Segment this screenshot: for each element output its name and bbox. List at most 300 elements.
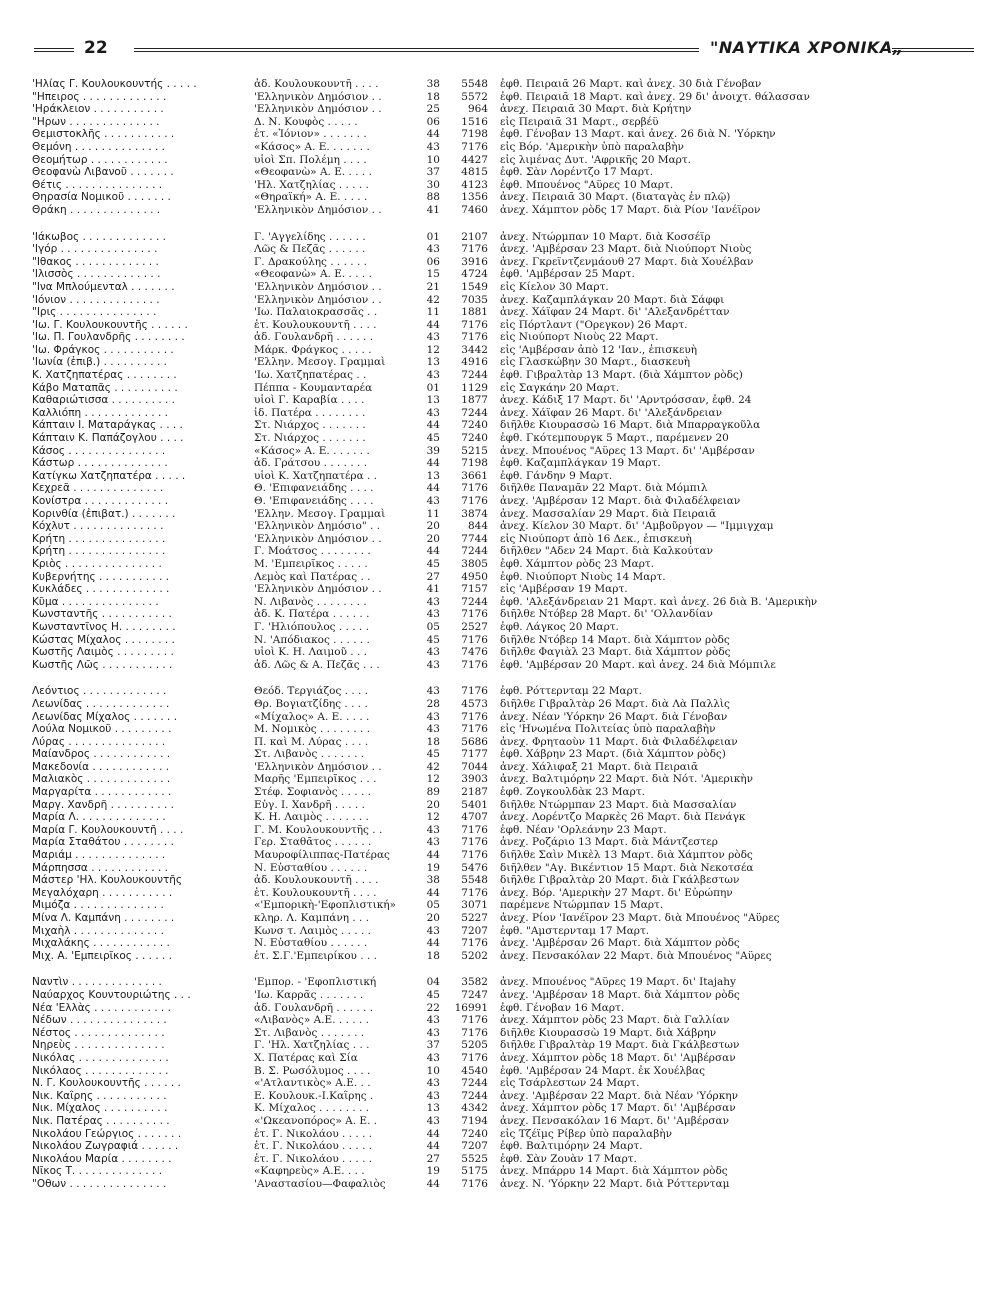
- ship-code: 37: [426, 166, 440, 179]
- ship-position: ἐφθ. Γένοβαν 16 Μαρτ.: [500, 1001, 625, 1014]
- ship-position: ἐφθ. Σὰν Ζουὰν 17 Μαρτ.: [500, 1152, 637, 1165]
- ship-row: [32, 608, 977, 621]
- ship-position: εἰς Πειραιᾶ 31 Μαρτ., σερβέϋ: [500, 115, 659, 128]
- ship-name: Θεοφανὼ Λιβανοῦ . . . . . . .: [32, 166, 174, 179]
- ship-position: ἐφθ. Πειραιᾶ 18 Μαρτ. καὶ ἀνεχ. 29 δι' ἀνοιχτ. θάλασσαν: [500, 90, 810, 103]
- ship-tonnage: 7157: [461, 583, 488, 596]
- ship-owner: Γ. Μ. Κουλουκουντῆς . .: [254, 823, 383, 836]
- ship-position: ἀνεχ. Κάδιξ 17 Μαρτ. δι' 'Αρντρόσσαν, ἐφθ. 24: [500, 394, 752, 407]
- ship-name: "Οθων . . . . . . . . . . . . . . .: [32, 1177, 167, 1190]
- ship-row: [32, 268, 977, 281]
- header-rule-right: [892, 48, 974, 52]
- ship-name: Νικ. Πατέρας . . . . . . . . . .: [32, 1114, 170, 1127]
- ship-owner: ἀδ. Κουλουκουντῆ . . . .: [254, 78, 379, 90]
- ship-position: εἰς Κίελον 30 Μαρτ.: [500, 280, 609, 293]
- ship-name: Μίνα Λ. Καμπάνη . . . . . . . .: [32, 912, 175, 924]
- ship-position: ἀνεχ. Βαλτιμόρην 22 Μαρτ. διὰ Νότ. 'Αμερικὴν: [500, 773, 753, 786]
- ship-code: 43: [426, 1014, 440, 1027]
- ship-owner: Πέππα - Κουμανταρέα: [254, 381, 373, 394]
- ship-code: 11: [426, 306, 440, 319]
- ship-owner: «Μίχαλος» Α. Ε. . . . .: [254, 710, 370, 723]
- ship-code: 27: [426, 1152, 440, 1165]
- ship-tonnage: 7176: [461, 710, 488, 723]
- ship-row: [32, 583, 977, 596]
- header-rule-middle: [134, 48, 699, 52]
- ship-tonnage: 7176: [461, 849, 488, 862]
- ship-code: 11: [426, 507, 440, 520]
- ship-name: Νέδων . . . . . . . . . . . . . . .: [32, 1014, 167, 1027]
- ship-code: 06: [426, 255, 440, 268]
- ship-position: ἀνεχ. 'Αμβέρσαν 23 Μαρτ. διὰ Νιούπορτ Νιοὺς: [500, 243, 752, 256]
- ship-code: 20: [426, 912, 440, 924]
- ship-positions-list: [32, 78, 977, 1204]
- ship-row: [32, 989, 977, 1002]
- ship-row: [32, 191, 977, 204]
- ship-name: Νικόλαος . . . . . . . . . . . . .: [32, 1064, 169, 1077]
- ship-row: [32, 91, 977, 104]
- ship-name: Καθαριώτισσα . . . . . . . . . .: [32, 394, 176, 407]
- ship-position: ἀνεχ. Ντώρμπαν 10 Μαρτ. διὰ Κοσσέϊρ: [500, 230, 711, 243]
- ship-row: [32, 243, 977, 256]
- ship-position: ἐφθ. Ζογκουλδὰκ 23 Μαρτ.: [500, 786, 645, 799]
- ship-code: 27: [426, 570, 440, 583]
- ship-code: 44: [426, 128, 440, 141]
- ship-owner: ἑτ. Γ. Νικολάου . . . . .: [254, 1140, 373, 1153]
- ship-position: ἀνεχ. Κίελον 30 Μαρτ. δι' 'Αμβοῦργον — "Ιμμιγχαμ: [500, 520, 774, 533]
- ship-position: διῆλθε Φαγιὰλ 23 Μαρτ. διὰ Χάμπτον ρὸδς: [500, 646, 731, 659]
- ship-tonnage: 7176: [461, 140, 488, 153]
- ship-position: ἀνεχ. Ρίον 'Ιανέϊρον 23 Μαρτ. διὰ Μπουένος "Αϋρες: [500, 912, 780, 924]
- ship-code: 43: [426, 495, 440, 507]
- ship-tonnage: 5175: [461, 1165, 488, 1178]
- ship-row: [32, 520, 977, 533]
- ship-tonnage: 4815: [461, 166, 488, 179]
- ship-row: [32, 128, 977, 141]
- ship-code: 43: [426, 823, 440, 836]
- ship-position: διῆλθεν "Αγ. Βικέντιον 15 Μαρτ. διὰ Νεκοτσέα: [500, 861, 754, 874]
- ship-code: 25: [426, 103, 440, 116]
- ship-row: [32, 736, 977, 749]
- ship-code: 43: [426, 836, 440, 849]
- ship-name: Κάπταιν Κ. Παπάζογλου . . . .: [32, 432, 184, 445]
- ship-tonnage: 7744: [461, 532, 488, 545]
- ship-row: [32, 874, 977, 887]
- ship-row: [32, 836, 977, 849]
- ship-tonnage: 4123: [461, 178, 488, 191]
- ship-code: 38: [426, 874, 440, 887]
- ship-name: 'Ηράκλειον . . . . . . . . . . .: [32, 103, 164, 116]
- ship-owner: 'Ελληνικὸν Δημόσιον . .: [254, 90, 382, 103]
- ship-position: ἀνεχ. Λορέντζο Μαρκὲς 26 Μαρτ. διὰ Πενάγκ: [500, 811, 746, 824]
- ship-name: 'Ιλισσὸς . . . . . . . . . . . . .: [32, 268, 161, 281]
- ship-owner: ἀδ. Λῶς & Α. Πεζᾶς . . .: [254, 658, 380, 671]
- ship-code: 19: [426, 861, 440, 874]
- ship-position: ἀνεχ. Βόρ. 'Αμερικὴν 27 Μαρτ. δι' Εὐρώπην: [500, 886, 733, 899]
- ship-tonnage: 7176: [461, 1026, 488, 1039]
- ship-owner: Στ. Λιβανὸς . . . . . . .: [254, 748, 365, 761]
- ship-tonnage: 7176: [461, 886, 488, 899]
- ship-position: ἐφθ. Καζαμπλάγκαν 19 Μαρτ.: [500, 457, 661, 470]
- ship-row: [32, 646, 977, 659]
- ship-code: 41: [426, 203, 440, 216]
- ship-position: ἀνεχ. 'Αμβέρσαν 18 Μαρτ. διὰ Χάμπτον ρὸδς: [500, 988, 740, 1001]
- ship-code: 43: [426, 243, 440, 256]
- ship-code: 18: [426, 949, 440, 962]
- ship-position: ἀνεχ. Χάμπτον ρὸδς 17 Μαρτ. διὰ Ρίον 'Ιανέϊρον: [500, 203, 761, 216]
- ship-row: [32, 533, 977, 546]
- ship-code: 12: [426, 343, 440, 356]
- ship-code: 43: [426, 369, 440, 382]
- ship-row: [32, 1027, 977, 1040]
- ship-tonnage: 7176: [461, 723, 488, 736]
- ship-name: Μαργαρίτα . . . . . . . . . . . .: [32, 786, 172, 799]
- ship-name: Θεμιστοκλῆς . . . . . . . . . . .: [32, 128, 175, 141]
- ship-row: [32, 976, 977, 989]
- ship-row: [32, 748, 977, 761]
- ship-position: ἀνεχ. Πειραιᾶ 30 Μαρτ. (διαταγὰς ἐν πλῷ): [500, 191, 731, 204]
- ship-owner: Ε. Κουλουκ.-Ι.Καΐρης .: [254, 1089, 374, 1102]
- ship-position: ἀνεχ. 'Αμβέρσαν 26 Μαρτ. διὰ Χάμπτον ρὸδς: [500, 937, 740, 950]
- ship-owner: 'Ελληνικὸν Δημόσιον . .: [254, 103, 382, 116]
- ship-tonnage: 7176: [461, 318, 488, 331]
- ship-owner: 'Αναστασίου—Φαφαλιὸς: [254, 1177, 386, 1190]
- ship-tonnage: 7244: [461, 545, 488, 558]
- ship-name: Μιχαὴλ . . . . . . . . . . . . . .: [32, 924, 164, 937]
- ship-name: "Ινα Μπλούμενταλ . . . . . . .: [32, 280, 175, 293]
- ship-owner: 'Ελληνικὸν Δημόσιον . .: [254, 280, 382, 293]
- ship-name: 'Ιγόρ . . . . . . . . . . . . . . .: [32, 243, 158, 256]
- ship-tonnage: 7240: [461, 432, 488, 445]
- ship-tonnage: 7176: [461, 331, 488, 344]
- ship-block: [32, 231, 977, 672]
- ship-code: 44: [426, 1140, 440, 1153]
- ship-code: 13: [426, 1102, 440, 1115]
- ship-row: [32, 141, 977, 154]
- ship-position: ἐφθ. Γάνδην 9 Μαρτ.: [500, 469, 613, 482]
- ship-row: [32, 166, 977, 179]
- ship-row: [32, 482, 977, 495]
- ship-position: ἀνεχ. Χάμπτον ρὸδς 23 Μαρτ. διὰ Γαλλίαν: [500, 1014, 730, 1027]
- ship-row: [32, 445, 977, 458]
- ship-code: 43: [426, 406, 440, 419]
- ship-position: ἐφθ. 'Αμβέρσαν 20 Μαρτ. καὶ ἀνεχ. 24 διὰ Μόμπιλε: [500, 658, 776, 671]
- ship-row: [32, 773, 977, 786]
- ship-owner: Στ. Λιβανὸς . . . . . . .: [254, 1026, 365, 1039]
- ship-owner: 'Ελληνικὸν Δημόσιον . .: [254, 293, 382, 306]
- ship-code: 10: [426, 153, 440, 166]
- ship-position: ἀνεχ. Χάμπτον ρὸδς 17 Μαρτ. δι' 'Αμβέρσαν: [500, 1102, 736, 1115]
- ship-owner: 'Ελλην. Μεσογ. Γραμμαὶ: [254, 356, 386, 369]
- ship-tonnage: 1549: [461, 280, 488, 293]
- ship-owner: Μάρκ. Φράγκος . . . . .: [254, 343, 372, 356]
- ship-row: [32, 256, 977, 269]
- ship-position: διῆλθε Σαὶν Μικὲλ 13 Μαρτ. διὰ Χάμπτον ρὸδς: [500, 849, 753, 862]
- ship-tonnage: 7176: [461, 658, 488, 671]
- ship-position: ἀνεχ. Πενσακόλαν 22 Μαρτ. διὰ Μπουένος "Αϋρες: [500, 949, 772, 962]
- ship-code: 43: [426, 1077, 440, 1090]
- ship-tonnage: 2107: [461, 230, 488, 243]
- ship-name: Νικολάου Ζωγραφιά . . . . . .: [32, 1140, 179, 1153]
- ship-name: Κάσος . . . . . . . . . . . . . . .: [32, 444, 166, 457]
- ship-code: 42: [426, 293, 440, 306]
- ship-tonnage: 4950: [461, 570, 488, 583]
- ship-tonnage: 7176: [461, 937, 488, 950]
- ship-name: Κάστωρ . . . . . . . . . . . . . .: [32, 457, 168, 470]
- ship-name: Λύρας . . . . . . . . . . . . . . .: [32, 735, 166, 748]
- ship-owner: Θεόδ. Τεργιάζος . . . .: [254, 685, 369, 698]
- ship-position: ἐφθ. Νιούπορτ Νιοὺς 14 Μαρτ.: [500, 570, 666, 583]
- ship-owner: ἀδ. Κουλουκουντῆ . . . .: [254, 874, 379, 887]
- ship-position: ἀνεχ. Πειραιᾶ 30 Μαρτ. διὰ Κρήτην: [500, 103, 692, 116]
- ship-code: 04: [426, 976, 440, 989]
- ship-name: Μεγαλόχαρη . . . . . . . . . . .: [32, 886, 173, 899]
- ship-code: 43: [426, 1114, 440, 1127]
- ship-position: ἐφθ. 'Αλεξάνδρειαν 21 Μαρτ. καὶ ἀνεχ. 26 διὰ Β. 'Αμερικὴν: [500, 595, 818, 608]
- ship-position: ἀνεχ. 'Αμβέρσαν 22 Μαρτ. διὰ Νέαν 'Υόρκην: [500, 1089, 738, 1102]
- ship-row: [32, 1002, 977, 1015]
- ship-owner: «Θεοφανὼ» Α. Ε. . . . .: [254, 268, 372, 281]
- ship-code: 43: [426, 331, 440, 344]
- ship-position: ἐφθ. Νέαν 'Ορλεάνην 23 Μαρτ.: [500, 823, 667, 836]
- ship-name: Λεωνίδας Μίχαλος . . . . . . .: [32, 710, 178, 723]
- ship-owner: «Θηραϊκή» Α. Ε. . . . .: [254, 191, 368, 204]
- ship-position: διῆλθε Γιβραλτὰρ 19 Μαρτ. διὰ Γκάλβεστων: [500, 1039, 740, 1052]
- ship-code: 22: [426, 1001, 440, 1014]
- ship-code: 43: [426, 723, 440, 736]
- ship-code: 43: [426, 140, 440, 153]
- ship-position: διῆλθε Ντόβερ 28 Μαρτ. δι' 'Ολλανδίαν: [500, 608, 713, 621]
- ship-name: Νικόλας . . . . . . . . . . . . . .: [32, 1051, 169, 1064]
- ship-tonnage: 7035: [461, 293, 488, 306]
- ship-tonnage: 5202: [461, 949, 488, 962]
- ship-row: [32, 1115, 977, 1128]
- ship-name: Θράκη . . . . . . . . . . . . . .: [32, 203, 161, 216]
- ship-row: [32, 698, 977, 711]
- ship-name: Θεομήτωρ . . . . . . . . . . . .: [32, 153, 168, 166]
- ship-tonnage: 5401: [461, 798, 488, 811]
- ship-name: Μιχαλάκης . . . . . . . . . . . .: [32, 937, 170, 950]
- ship-row: [32, 319, 977, 332]
- ship-name: Κ. Χατζηπατέρας . . . . . . . .: [32, 369, 177, 382]
- ship-code: 44: [426, 419, 440, 432]
- ship-name: Κεχρεᾶ . . . . . . . . . . . . . .: [32, 482, 164, 495]
- ship-position: ἀνεχ. Μασσαλίαν 29 Μαρτ. διὰ Πειραιᾶ: [500, 507, 717, 520]
- ship-owner: «Καφηρεὺς» Α.Ε. . . .: [254, 1165, 365, 1178]
- ship-position: διῆλθε Ντόβερ 14 Μαρτ. διὰ Χάμπτον ρὸδς: [500, 633, 730, 646]
- ship-position: διῆλθε Γιβραλτὰρ 20 Μαρτ. διὰ Γκάλβεστων: [500, 874, 740, 887]
- ship-position: εἰς Τσάρλεστων 24 Μαρτ.: [500, 1077, 640, 1090]
- ship-tonnage: 3903: [461, 773, 488, 786]
- ship-position: ἀνεχ. Μπουένος "Αϋρες 13 Μαρτ. δι' 'Αμβέρσαν: [500, 444, 755, 457]
- ship-code: 44: [426, 318, 440, 331]
- ship-position: ἐφθ. Χάβρην 23 Μαρτ. (διὰ Χάμπτον ρὸδς): [500, 748, 726, 761]
- ship-tonnage: 1129: [461, 381, 488, 394]
- ship-name: Κωνσταντῆς . . . . . . . . . . .: [32, 608, 172, 621]
- ship-name: Λεωνίδας . . . . . . . . . . . . .: [32, 697, 170, 710]
- ship-name: Νῖκος Τ. . . . . . . . . . . . . .: [32, 1165, 163, 1178]
- ship-tonnage: 3442: [461, 343, 488, 356]
- ship-owner: υἱοὶ Κ. Η. Λαιμοῦ . . .: [254, 646, 367, 659]
- ship-owner: Κωνσ τ. Λαιμὸς . . . . .: [254, 924, 371, 937]
- ship-row: [32, 1153, 977, 1166]
- ship-name: Νέα 'Ελλὰς . . . . . . . . . . . .: [32, 1001, 171, 1014]
- ship-row: [32, 382, 977, 395]
- ship-name: "Ηρων . . . . . . . . . . . . . .: [32, 115, 160, 128]
- ship-name: Μαίανδρος . . . . . . . . . . . .: [32, 748, 171, 761]
- ship-row: [32, 306, 977, 319]
- ship-row: [32, 824, 977, 837]
- ship-row: [32, 862, 977, 875]
- ship-name: "Ιθακος . . . . . . . . . . . . .: [32, 255, 159, 268]
- ship-row: [32, 470, 977, 483]
- ship-position: εἰς Βόρ. 'Αμερικὴν ὑπὸ παραλαβὴν: [500, 140, 684, 153]
- ship-name: Κωστῆς Λαιμὸς . . . . . . . . .: [32, 646, 174, 659]
- ship-row: [32, 1014, 977, 1027]
- ship-position: διῆλθεν "Αδεν 24 Μαρτ. διὰ Καλκούταν: [500, 545, 713, 558]
- ship-name: Κωστῆς Λῶς . . . . . . . . . . .: [32, 658, 173, 671]
- ship-code: 43: [426, 646, 440, 659]
- ship-code: 43: [426, 1089, 440, 1102]
- ship-tonnage: 4427: [461, 153, 488, 166]
- ship-tonnage: 7476: [461, 646, 488, 659]
- ship-name: Νικ. Καΐρης . . . . . . . . . . .: [32, 1089, 167, 1102]
- ship-tonnage: 5476: [461, 861, 488, 874]
- ship-block: [32, 78, 977, 217]
- ship-tonnage: 5205: [461, 1039, 488, 1052]
- ship-owner: 'Ελληνικὸν Δημόσιον . .: [254, 760, 382, 773]
- ship-row: [32, 204, 977, 217]
- ship-name: Μαλιακὸς . . . . . . . . . . . . .: [32, 773, 171, 786]
- ship-owner: «'Ατλαντικὸς» Α.Ε. . .: [254, 1077, 371, 1090]
- ship-tonnage: 5572: [461, 90, 488, 103]
- ship-row: [32, 1077, 977, 1090]
- ship-position: ἀνεχ. Φρηταοὺν 11 Μαρτ. διὰ Φιλαδέλφειαν: [500, 735, 738, 748]
- ship-owner: 'Ελλην. Μεσογ. Γραμμαὶ: [254, 507, 386, 520]
- ship-row: [32, 508, 977, 521]
- ship-name: Ν. Γ. Κουλουκουντῆς . . . . . .: [32, 1077, 181, 1090]
- ship-code: 13: [426, 469, 440, 482]
- ship-name: Θηρασία Νομικοῦ . . . . . . .: [32, 191, 171, 204]
- ship-name: Κονίστρα . . . . . . . . . . . . .: [32, 495, 169, 507]
- ship-tonnage: 2187: [461, 786, 488, 799]
- ship-owner: Κ. Μίχαλος . . . . . . . .: [254, 1102, 370, 1115]
- ship-row: [32, 179, 977, 192]
- ship-owner: ἀδ. Γουλανδρῆ . . . . . .: [254, 331, 374, 344]
- ship-position: ἀνεχ. Χάλιφαξ 21 Μαρτ. διὰ Πειραιᾶ: [500, 760, 699, 773]
- ship-position: ἐφθ. "Αμστερνταμ 17 Μαρτ.: [500, 924, 650, 937]
- ship-tonnage: 7244: [461, 1077, 488, 1090]
- ship-code: 30: [426, 178, 440, 191]
- ship-tonnage: 7194: [461, 1114, 488, 1127]
- ship-code: 44: [426, 545, 440, 558]
- ship-position: παρέμενε Ντώρμπαν 15 Μαρτ.: [500, 899, 664, 912]
- ship-tonnage: 3071: [461, 899, 488, 912]
- ship-name: 'Ιόνιον . . . . . . . . . . . . . .: [32, 293, 160, 306]
- ship-code: 45: [426, 557, 440, 570]
- ship-owner: Θρ. Βογιατζίδης . . . .: [254, 697, 368, 710]
- ship-row: [32, 369, 977, 382]
- ship-tonnage: 7244: [461, 369, 488, 382]
- ship-owner: Λεμὸς καὶ Πατέρας . .: [254, 570, 371, 583]
- ship-owner: Εὐγ. Ι. Χανδρῆ . . . . .: [254, 798, 365, 811]
- ship-name: Μάστερ 'Ηλ. Κουλουκουντῆς: [32, 874, 183, 887]
- ship-owner: Δ. Ν. Κουφὸς . . . . .: [254, 115, 358, 128]
- ship-position: ἀνεχ. Πενσακόλαν 16 Μαρτ. δι' 'Αμβέρσαν: [500, 1114, 730, 1127]
- ship-owner: Στέφ. Σοφιανὸς . . . . .: [254, 786, 371, 799]
- ship-owner: Γ. 'Ηλιόπουλος . . . . .: [254, 620, 369, 633]
- ship-row: [32, 937, 977, 950]
- ship-name: Κόχλυτ . . . . . . . . . . . . . .: [32, 520, 164, 533]
- ship-tonnage: 1877: [461, 394, 488, 407]
- ship-code: 44: [426, 849, 440, 862]
- ship-row: [32, 571, 977, 584]
- ship-tonnage: 1356: [461, 191, 488, 204]
- ship-row: [32, 899, 977, 912]
- ship-row: [32, 116, 977, 129]
- ship-row: [32, 621, 977, 634]
- ship-name: Καλλιόπη . . . . . . . . . . . . .: [32, 406, 168, 419]
- ship-row: [32, 1102, 977, 1115]
- ship-name: Κατίγκω Χατζηπατέρα . . . . .: [32, 469, 186, 482]
- ship-code: 41: [426, 583, 440, 596]
- ship-row: [32, 723, 977, 736]
- ship-owner: «Κάσος» Α. Ε. . . . . . .: [254, 444, 370, 457]
- ship-row: [32, 634, 977, 647]
- ship-code: 43: [426, 658, 440, 671]
- ship-tonnage: 4573: [461, 697, 488, 710]
- ship-name: Κάβο Ματαπᾶς . . . . . . . . . .: [32, 381, 178, 394]
- ship-owner: Ν. Λιβανὸς . . . . . . . .: [254, 595, 367, 608]
- header-rule-left: [34, 48, 74, 52]
- ship-position: ἐφθ. Σὰν Λορέντζο 17 Μαρτ.: [500, 166, 654, 179]
- ship-row: [32, 545, 977, 558]
- ship-position: εἰς Τζέϊμς Ρίβερ ὑπὸ παραλαβὴν: [500, 1127, 672, 1140]
- ship-tonnage: 4342: [461, 1102, 488, 1115]
- ship-tonnage: 4724: [461, 268, 488, 281]
- ship-owner: Γερ. Σταθᾶτος . . . . . .: [254, 836, 372, 849]
- ship-owner: 'Ελληνικὸν Δημόσιον . .: [254, 532, 382, 545]
- ship-position: εἰς 'Ηνωμένα Πολιτείας ὑπὸ παραλαβὴν: [500, 723, 716, 736]
- ship-tonnage: 5227: [461, 912, 488, 924]
- ship-name: Μαρία Λ. . . . . . . . . . . . . .: [32, 811, 166, 824]
- ship-owner: 'Ελληνικὸν Δημόσιο" . .: [254, 520, 381, 533]
- ship-position: διῆλθε Παναμᾶν 22 Μαρτ. διὰ Μόμπιλ: [500, 482, 708, 495]
- ship-name: Κῦμα . . . . . . . . . . . . . . .: [32, 595, 159, 608]
- ship-code: 12: [426, 773, 440, 786]
- ship-position: ἐφθ. Βαλτιμόρην 24 Μαρτ.: [500, 1140, 643, 1153]
- ship-name: Νικολάου Μαρία . . . . . . . .: [32, 1152, 172, 1165]
- ship-owner: Στ. Νιάρχος . . . . . . .: [254, 419, 366, 432]
- ship-name: Κυκλάδες . . . . . . . . . . . . .: [32, 583, 170, 596]
- ship-owner: Γ. 'Αγγελίδης . . . . . .: [254, 230, 366, 243]
- ship-row: [32, 849, 977, 862]
- ship-position: ἀνεχ. Μπουένος "Αϋρες 19 Μαρτ. δι' Itajahy: [500, 976, 736, 989]
- ship-name: Κυβερνήτης . . . . . . . . . . .: [32, 570, 170, 583]
- ship-row: [32, 950, 977, 963]
- ship-owner: Θ. 'Επιφανειάδης . . . .: [254, 495, 374, 507]
- ship-tonnage: 7460: [461, 203, 488, 216]
- ship-position: εἰς Γλασκώβην 30 Μαρτ., διασκευὴ: [500, 356, 691, 369]
- ship-name: 'Ιωνία (ἐπιβ.) . . . . . . . . . .: [32, 356, 167, 369]
- ship-name: Μαρία Σταθάτου . . . . . . . .: [32, 836, 174, 849]
- ship-code: 13: [426, 394, 440, 407]
- ship-position: διῆλθε Γιβραλτὰρ 26 Μαρτ. διὰ Λὰ Παλλὶς: [500, 697, 730, 710]
- ship-owner: 'Ιω. Καρρᾶς . . . . . . .: [254, 988, 364, 1001]
- ship-row: [32, 154, 977, 167]
- ship-tonnage: 3582: [461, 976, 488, 989]
- ship-position: διῆλθε Κιουρασσὼ 19 Μαρτ. διὰ Χάβρην: [500, 1026, 717, 1039]
- ship-position: ἀνεχ. Μπάρρυ 14 Μαρτ. διὰ Χάμπτον ρὸδς: [500, 1165, 728, 1178]
